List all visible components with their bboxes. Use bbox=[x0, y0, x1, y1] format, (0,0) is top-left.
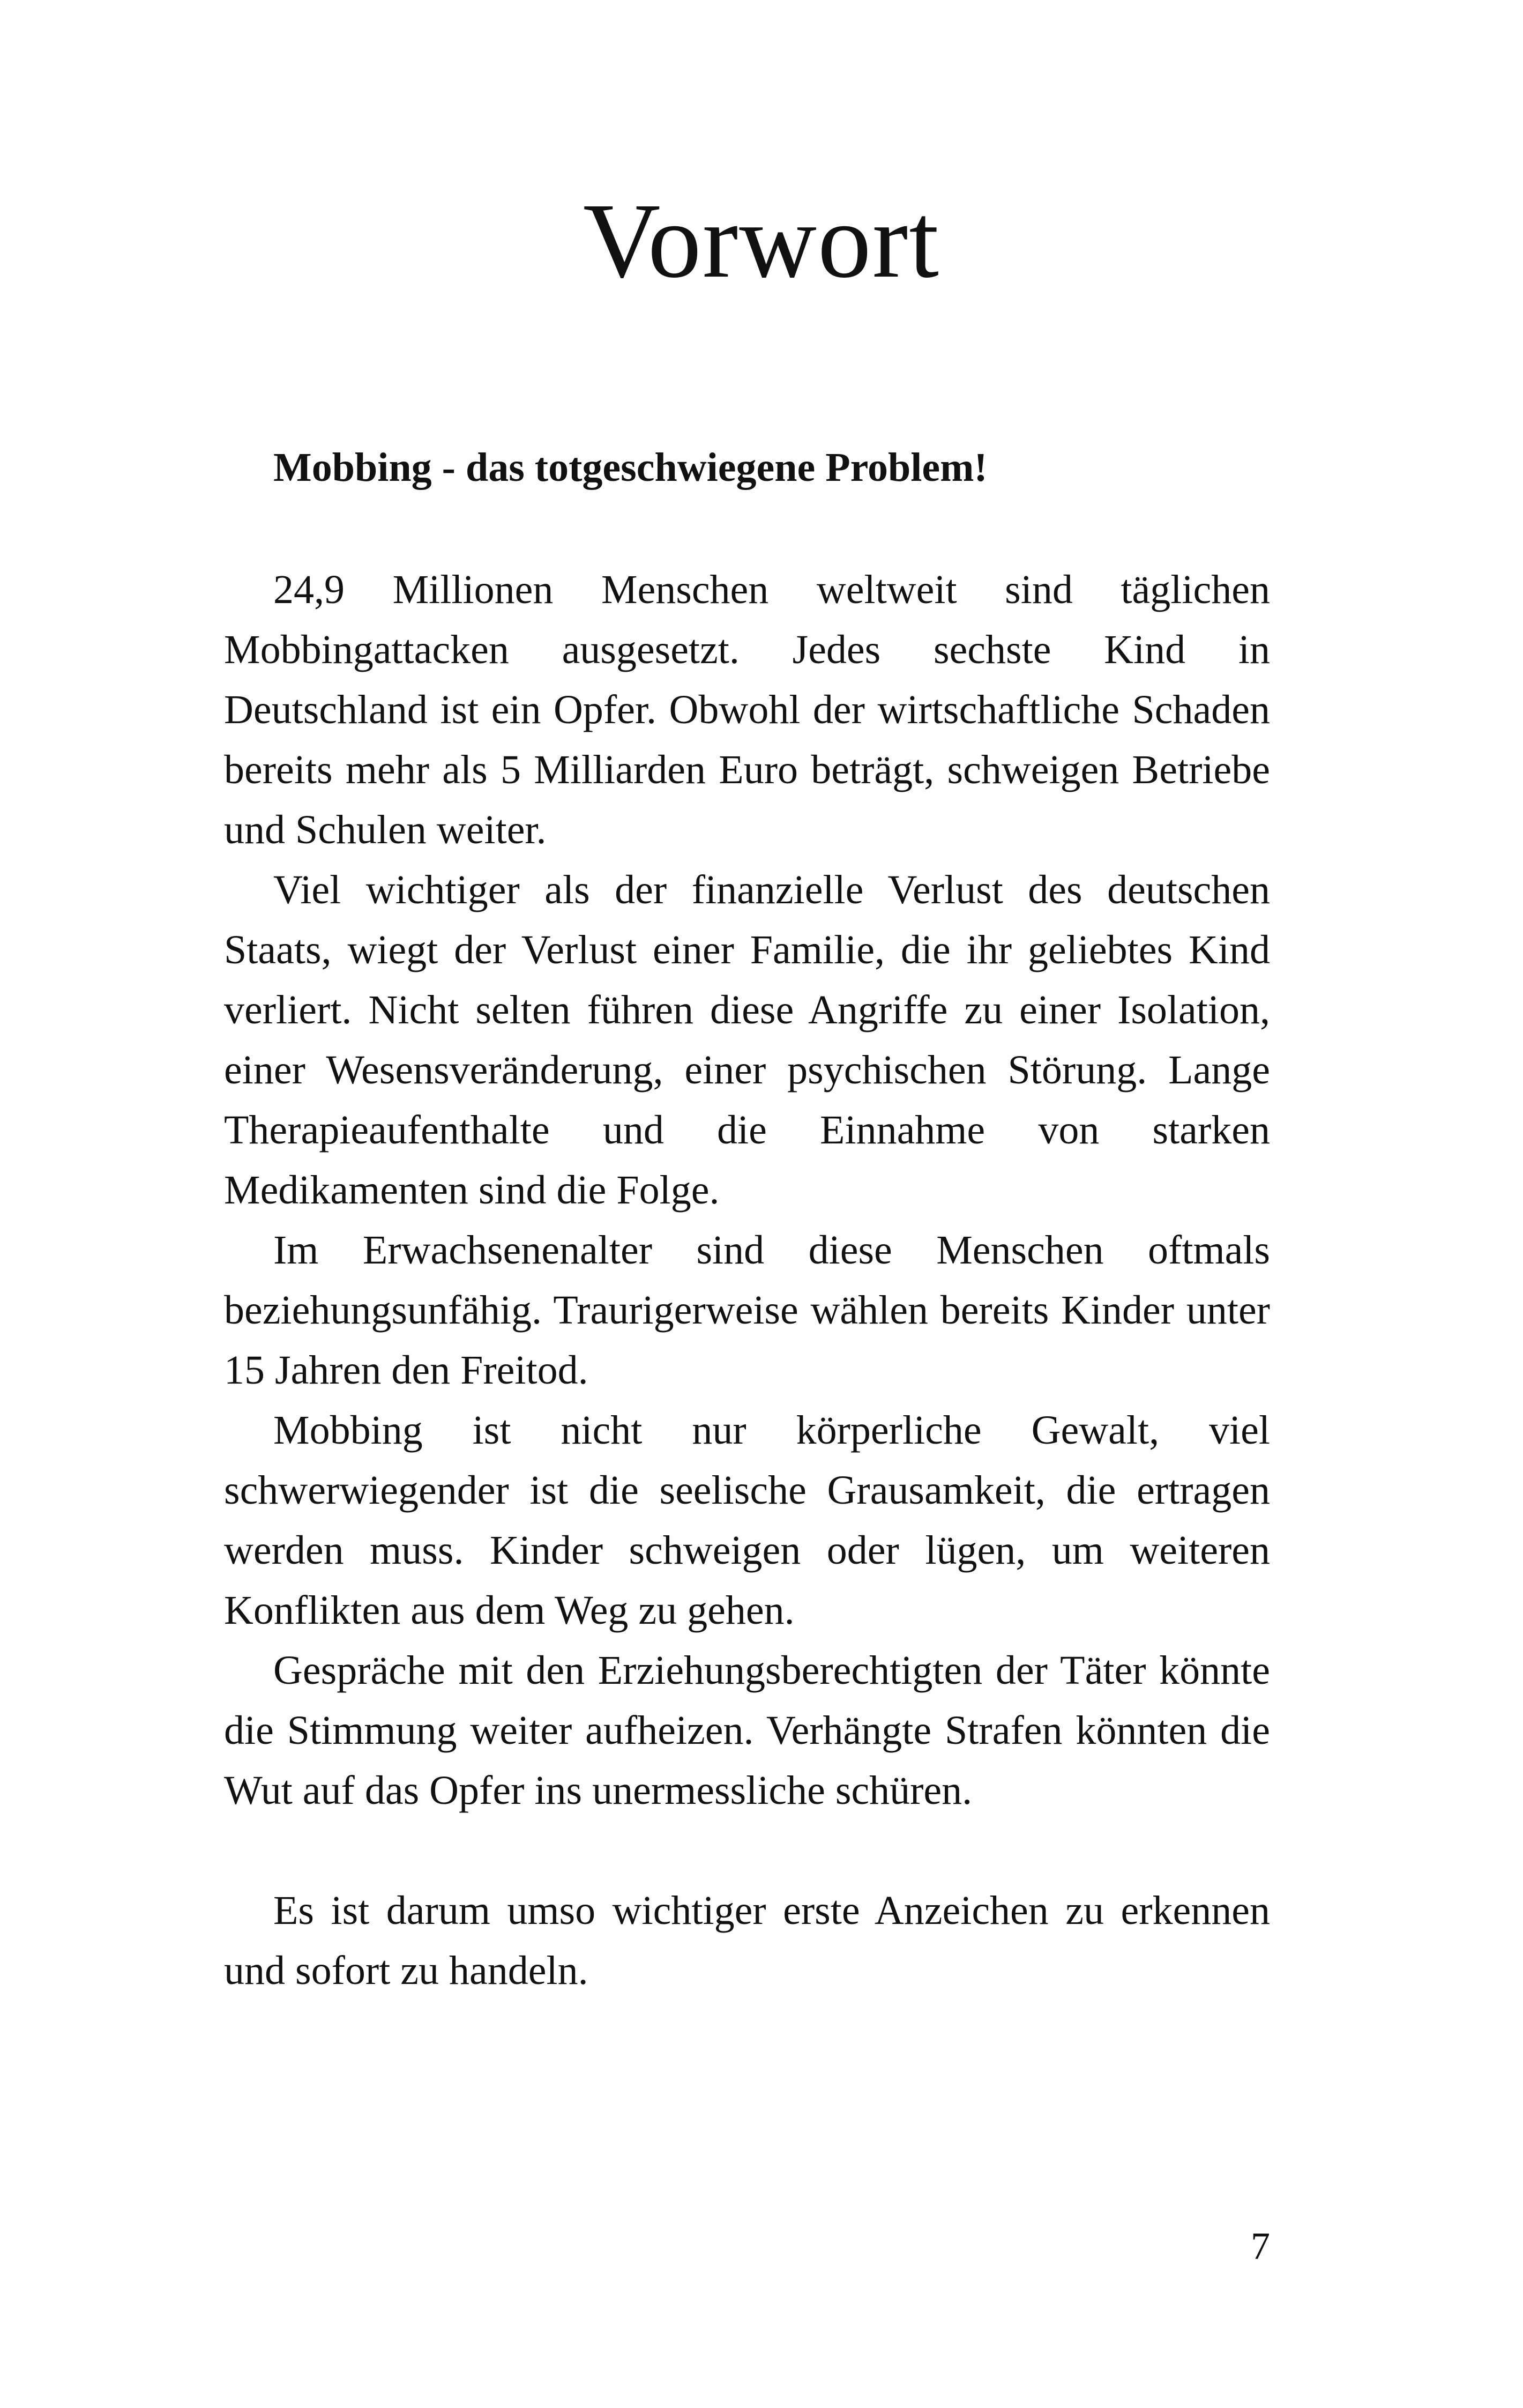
page-number: 7 bbox=[1251, 2225, 1270, 2268]
paragraph: Es ist darum umso wichtiger erste Anzeichen zu erkennen und sofort zu handeln. bbox=[224, 1888, 1270, 1993]
paragraph: 24,9 Millionen Menschen weltweit sind täglichen Mobbingattacken ausgesetzt. Jedes sechste Kind in Deutschland ist ein Opfer. Obwohl der wirtschaftliche Schaden bereits mehr als 5 Milliarden Euro beträgt, schweigen Betriebe und Schulen weiter. bbox=[224, 567, 1270, 852]
paragraph: Gespräche mit den Erziehungsberechtigten der Täter könnte die Stimmung weiter aufheizen. Verhängte Strafen könnten die Wut auf das Opfer ins unermessliche schüren. bbox=[224, 1648, 1270, 1813]
chapter-body bbox=[224, 435, 1270, 2001]
section-subtitle: Mobbing - das totgeschwiegene Problem! bbox=[273, 445, 988, 490]
paragraph: Mobbing ist nicht nur körperliche Gewalt, viel schwerwiegender ist die seelische Grausamkeit, die ertragen werden muss. Kinder schweigen oder lügen, um weiteren Konflikten aus dem Weg zu gehen. bbox=[224, 1408, 1270, 1633]
paragraph: Viel wichtiger als der finanzielle Verlust des deutschen Staats, wiegt der Verlust einer Familie, die ihr geliebtes Kind verliert. Nicht selten führen diese Angriffe zu einer Isolation, einer Wesensveränderung, einer psychischen Störung. Lange Therapieaufenthalte und die Einnahme von starken Medikamenten sind die Folge. bbox=[224, 867, 1270, 1213]
chapter-title: Vorwort bbox=[583, 182, 940, 300]
paragraph: Im Erwachsenenalter sind diese Menschen oftmals beziehungsunfähig. Traurigerweise wählen bereits Kinder unter 15 Jahren den Freitod. bbox=[224, 1228, 1270, 1393]
